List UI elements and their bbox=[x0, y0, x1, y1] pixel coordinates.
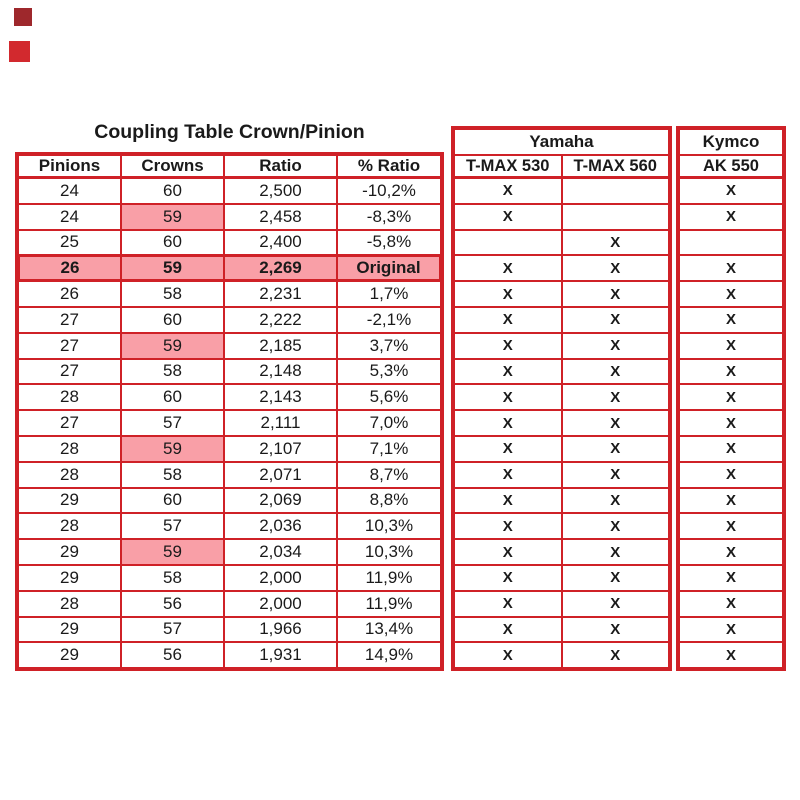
red-marker-square-top bbox=[14, 8, 32, 26]
cell-tmax-530-mark: X bbox=[455, 540, 561, 564]
cell-tmax-560-mark: X bbox=[563, 489, 669, 513]
cell-crowns: 58 bbox=[122, 566, 223, 590]
cell-crowns: 58 bbox=[122, 463, 223, 487]
cell-crowns: 59 bbox=[122, 540, 223, 564]
cell-tmax-560-mark: X bbox=[563, 334, 669, 358]
table-title: Coupling Table Crown/Pinion bbox=[94, 120, 365, 143]
cell-tmax-530-mark: X bbox=[455, 618, 561, 642]
cell-ratio: 1,931 bbox=[225, 643, 336, 667]
cell-tmax-530-mark: X bbox=[455, 256, 561, 280]
cell-ak-550-mark: X bbox=[680, 256, 782, 280]
cell-crowns: 58 bbox=[122, 360, 223, 384]
cell-ak-550-mark: X bbox=[680, 618, 782, 642]
cell-crowns: 56 bbox=[122, 592, 223, 616]
cell-tmax-560-mark: X bbox=[563, 360, 669, 384]
cell-crowns: 56 bbox=[122, 643, 223, 667]
cell-tmax-560-mark bbox=[563, 179, 669, 203]
cell-tmax-560-mark: X bbox=[563, 282, 669, 306]
cell-pinions: 29 bbox=[19, 643, 120, 667]
cell-ratio: 2,222 bbox=[225, 308, 336, 332]
cell-pinions: 27 bbox=[19, 360, 120, 384]
cell-tmax-530-mark: X bbox=[455, 411, 561, 435]
cell-pinions: 29 bbox=[19, 540, 120, 564]
cell-ak-550-mark: X bbox=[680, 385, 782, 409]
model-header-tmax-560: T-MAX 560 bbox=[563, 156, 669, 177]
cell-tmax-530-mark: X bbox=[455, 385, 561, 409]
yamaha-table bbox=[451, 126, 672, 671]
cell-tmax-530-mark: X bbox=[455, 592, 561, 616]
cell-pinions: 25 bbox=[19, 231, 120, 255]
cell-tmax-530-mark: X bbox=[455, 360, 561, 384]
cell-pct-ratio: 3,7% bbox=[338, 334, 440, 358]
cell-pinions: 29 bbox=[19, 489, 120, 513]
col-header-pct-ratio: % Ratio bbox=[338, 156, 440, 177]
cell-tmax-530-mark bbox=[455, 231, 561, 255]
cell-tmax-560-mark: X bbox=[563, 592, 669, 616]
cell-tmax-560-mark: X bbox=[563, 566, 669, 590]
cell-ak-550-mark: X bbox=[680, 308, 782, 332]
cell-ak-550-mark: X bbox=[680, 643, 782, 667]
cell-crowns: 59 bbox=[122, 205, 223, 229]
cell-ratio: 2,069 bbox=[225, 489, 336, 513]
cell-pct-ratio: 8,8% bbox=[338, 489, 440, 513]
col-header-ratio: Ratio bbox=[225, 156, 336, 177]
cell-tmax-560-mark: X bbox=[563, 463, 669, 487]
cell-ratio: 2,107 bbox=[225, 437, 336, 461]
cell-pinions: 27 bbox=[19, 308, 120, 332]
cell-ak-550-mark: X bbox=[680, 360, 782, 384]
cell-crowns: 58 bbox=[122, 282, 223, 306]
cell-pct-ratio: 5,6% bbox=[338, 385, 440, 409]
cell-ak-550-mark: X bbox=[680, 463, 782, 487]
cell-ratio: 2,400 bbox=[225, 231, 336, 255]
cell-tmax-560-mark: X bbox=[563, 411, 669, 435]
cell-pct-ratio: 10,3% bbox=[338, 540, 440, 564]
cell-pinions: 26 bbox=[19, 256, 120, 280]
cell-crowns: 60 bbox=[122, 308, 223, 332]
kymco-table bbox=[676, 126, 786, 671]
cell-pinions: 28 bbox=[19, 437, 120, 461]
cell-pct-ratio: 14,9% bbox=[338, 643, 440, 667]
cell-tmax-560-mark: X bbox=[563, 643, 669, 667]
cell-ak-550-mark: X bbox=[680, 437, 782, 461]
cell-pinions: 28 bbox=[19, 385, 120, 409]
cell-pct-ratio: 7,0% bbox=[338, 411, 440, 435]
cell-pct-ratio: 7,1% bbox=[338, 437, 440, 461]
cell-crowns: 60 bbox=[122, 231, 223, 255]
cell-pct-ratio: -5,8% bbox=[338, 231, 440, 255]
cell-ratio: 2,231 bbox=[225, 282, 336, 306]
cell-ratio: 2,000 bbox=[225, 592, 336, 616]
cell-ak-550-mark bbox=[680, 231, 782, 255]
cell-tmax-560-mark: X bbox=[563, 231, 669, 255]
red-marker-square-bottom bbox=[9, 41, 30, 62]
cell-pct-ratio: 5,3% bbox=[338, 360, 440, 384]
cell-tmax-530-mark: X bbox=[455, 514, 561, 538]
coupling-table bbox=[15, 152, 444, 671]
cell-crowns: 59 bbox=[122, 334, 223, 358]
cell-pct-ratio: 11,9% bbox=[338, 592, 440, 616]
model-header-ak-550: AK 550 bbox=[680, 156, 782, 177]
col-header-pinions: Pinions bbox=[19, 156, 120, 177]
cell-ak-550-mark: X bbox=[680, 592, 782, 616]
cell-ak-550-mark: X bbox=[680, 282, 782, 306]
cell-crowns: 57 bbox=[122, 411, 223, 435]
cell-crowns: 60 bbox=[122, 489, 223, 513]
cell-tmax-530-mark: X bbox=[455, 489, 561, 513]
cell-crowns: 60 bbox=[122, 385, 223, 409]
cell-ratio: 2,148 bbox=[225, 360, 336, 384]
cell-ratio: 1,966 bbox=[225, 618, 336, 642]
cell-ratio: 2,111 bbox=[225, 411, 336, 435]
cell-ratio: 2,034 bbox=[225, 540, 336, 564]
cell-ratio: 2,185 bbox=[225, 334, 336, 358]
brand-header-kymco: Kymco bbox=[680, 130, 782, 154]
cell-tmax-530-mark: X bbox=[455, 308, 561, 332]
cell-pinions: 28 bbox=[19, 592, 120, 616]
cell-crowns: 60 bbox=[122, 179, 223, 203]
cell-tmax-530-mark: X bbox=[455, 205, 561, 229]
cell-pct-ratio: 13,4% bbox=[338, 618, 440, 642]
model-header-tmax-530: T-MAX 530 bbox=[455, 156, 561, 177]
cell-pct-ratio: -8,3% bbox=[338, 205, 440, 229]
cell-tmax-560-mark: X bbox=[563, 308, 669, 332]
cell-pinions: 28 bbox=[19, 463, 120, 487]
cell-pinions: 29 bbox=[19, 618, 120, 642]
cell-ak-550-mark: X bbox=[680, 489, 782, 513]
cell-ratio: 2,269 bbox=[225, 256, 336, 280]
cell-pinions: 24 bbox=[19, 205, 120, 229]
cell-ratio: 2,000 bbox=[225, 566, 336, 590]
cell-ratio: 2,071 bbox=[225, 463, 336, 487]
cell-tmax-530-mark: X bbox=[455, 334, 561, 358]
cell-pct-ratio: 10,3% bbox=[338, 514, 440, 538]
cell-tmax-560-mark: X bbox=[563, 540, 669, 564]
cell-pct-ratio: -10,2% bbox=[338, 179, 440, 203]
cell-crowns: 59 bbox=[122, 437, 223, 461]
cell-crowns: 57 bbox=[122, 514, 223, 538]
cell-crowns: 59 bbox=[122, 256, 223, 280]
cell-pct-ratio: Original bbox=[338, 256, 440, 280]
cell-ak-550-mark: X bbox=[680, 514, 782, 538]
cell-pinions: 27 bbox=[19, 334, 120, 358]
cell-ratio: 2,036 bbox=[225, 514, 336, 538]
cell-pinions: 28 bbox=[19, 514, 120, 538]
cell-pct-ratio: 11,9% bbox=[338, 566, 440, 590]
cell-pinions: 26 bbox=[19, 282, 120, 306]
cell-tmax-560-mark bbox=[563, 205, 669, 229]
cell-pinions: 29 bbox=[19, 566, 120, 590]
cell-tmax-560-mark: X bbox=[563, 514, 669, 538]
cell-tmax-530-mark: X bbox=[455, 179, 561, 203]
cell-ak-550-mark: X bbox=[680, 566, 782, 590]
cell-tmax-530-mark: X bbox=[455, 566, 561, 590]
cell-pinions: 24 bbox=[19, 179, 120, 203]
cell-ratio: 2,143 bbox=[225, 385, 336, 409]
cell-tmax-560-mark: X bbox=[563, 385, 669, 409]
brand-header-yamaha: Yamaha bbox=[455, 130, 668, 154]
cell-ak-550-mark: X bbox=[680, 334, 782, 358]
cell-pct-ratio: 8,7% bbox=[338, 463, 440, 487]
cell-tmax-530-mark: X bbox=[455, 643, 561, 667]
cell-ratio: 2,500 bbox=[225, 179, 336, 203]
cell-tmax-530-mark: X bbox=[455, 282, 561, 306]
cell-pct-ratio: -2,1% bbox=[338, 308, 440, 332]
cell-tmax-560-mark: X bbox=[563, 256, 669, 280]
cell-ak-550-mark: X bbox=[680, 540, 782, 564]
cell-ak-550-mark: X bbox=[680, 205, 782, 229]
cell-ak-550-mark: X bbox=[680, 411, 782, 435]
cell-pct-ratio: 1,7% bbox=[338, 282, 440, 306]
cell-tmax-560-mark: X bbox=[563, 437, 669, 461]
col-header-crowns: Crowns bbox=[122, 156, 223, 177]
cell-tmax-560-mark: X bbox=[563, 618, 669, 642]
cell-ratio: 2,458 bbox=[225, 205, 336, 229]
cell-tmax-530-mark: X bbox=[455, 437, 561, 461]
cell-crowns: 57 bbox=[122, 618, 223, 642]
cell-ak-550-mark: X bbox=[680, 179, 782, 203]
cell-tmax-530-mark: X bbox=[455, 463, 561, 487]
cell-pinions: 27 bbox=[19, 411, 120, 435]
